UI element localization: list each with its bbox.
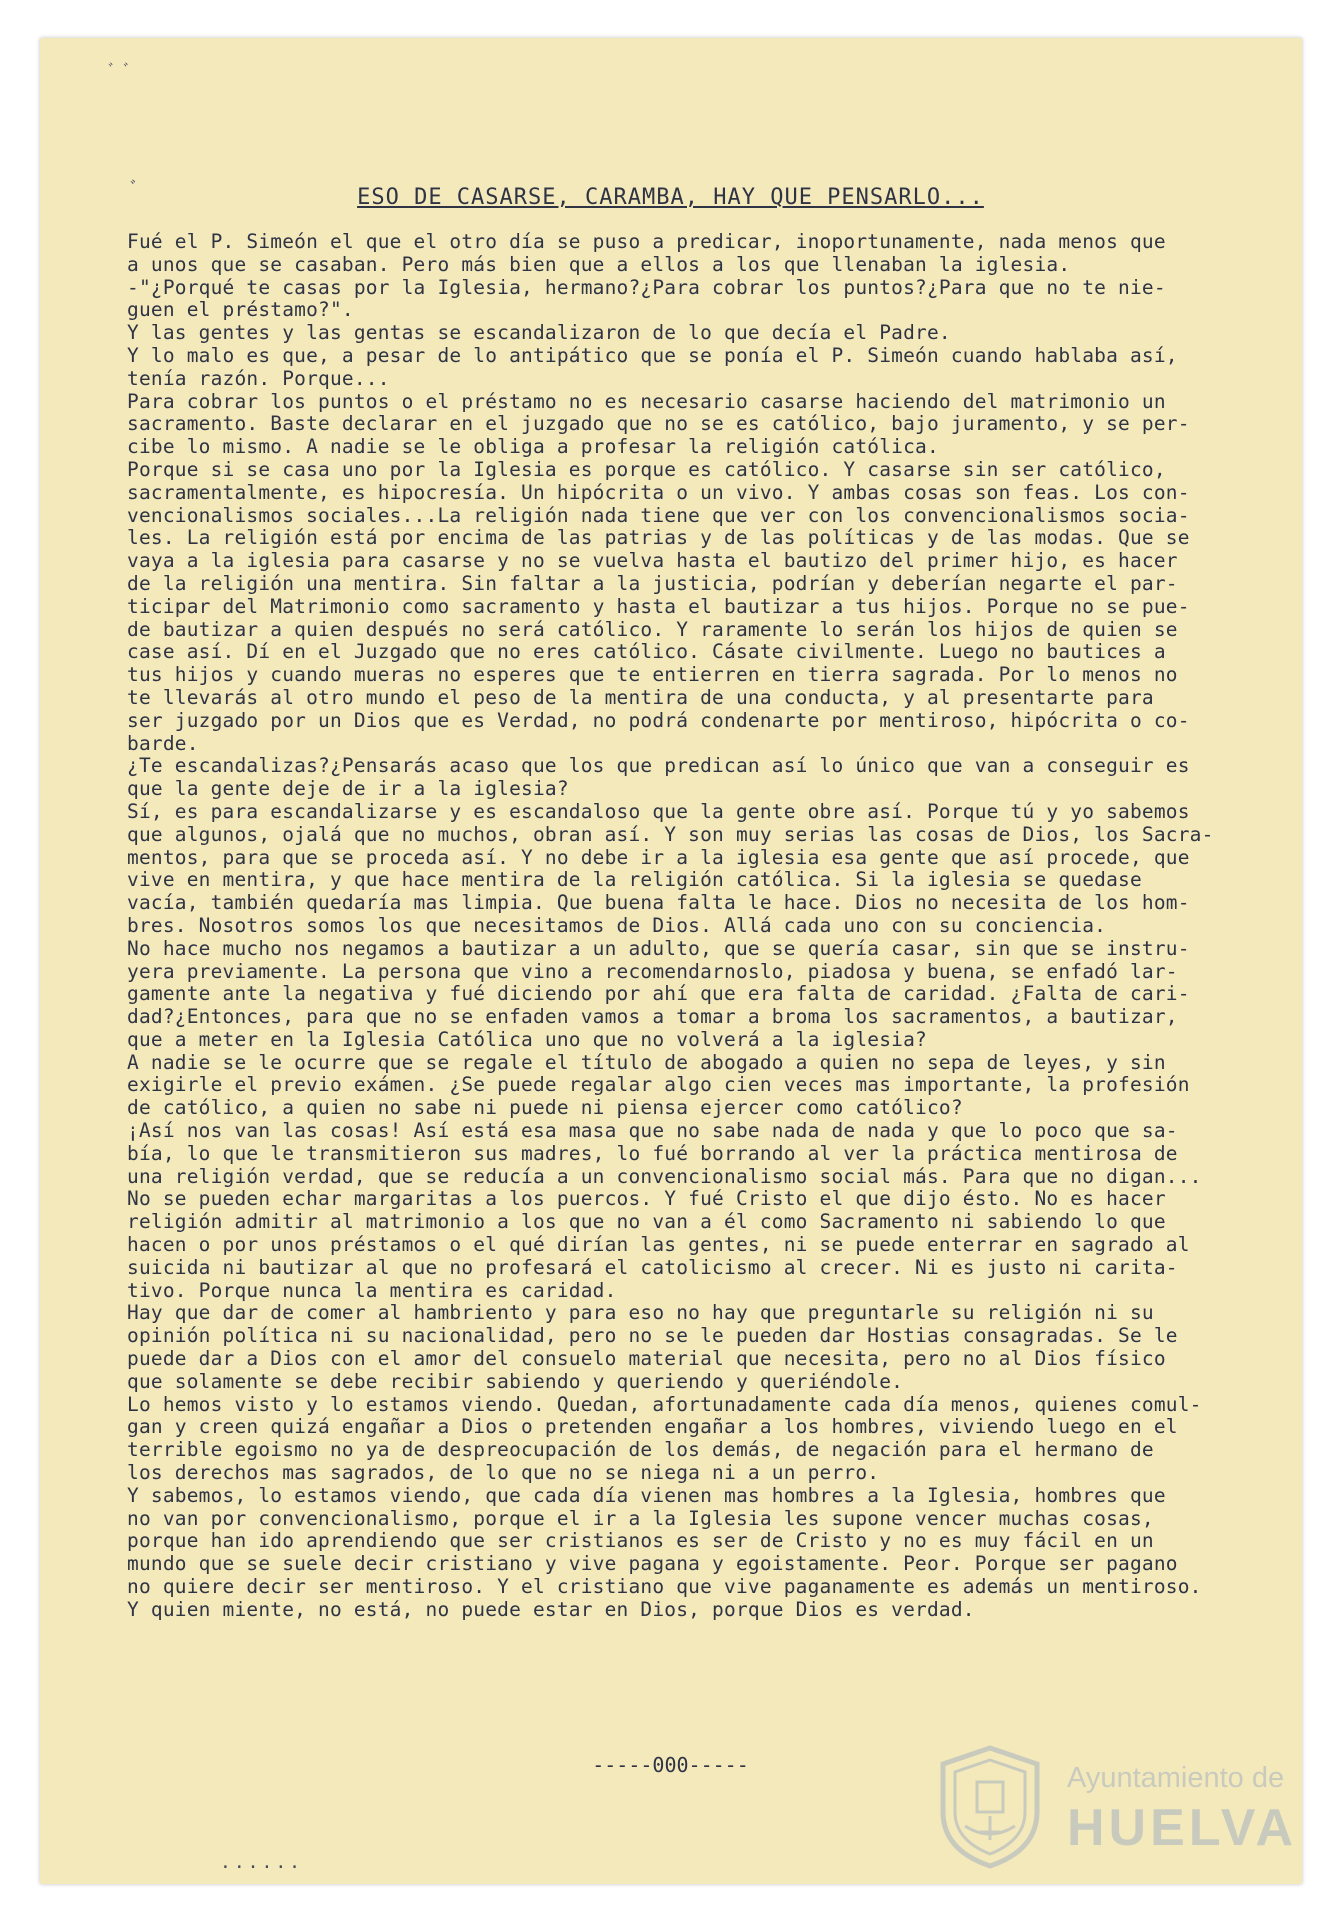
text-line: no quiere decir ser mentiroso. Y el cristiano que vive paganamente es además un mentiroso.	[127, 1575, 1202, 1599]
text-line: de católico, a quien no sabe ni puede ni piensa ejercer como católico?	[127, 1096, 963, 1120]
text-line: que algunos, ojalá que no muchos, obran así. Y son muy serias las cosas de Dios, los Sacra-	[127, 822, 1214, 846]
text-line: Y sabemos, lo estamos viendo, que cada día vienen mas hombres a la Iglesia, hombres que	[127, 1483, 1166, 1507]
text-line: No se pueden echar margaritas a los puercos. Y fué Cristo el que dijo ésto. No es hacer	[127, 1187, 1166, 1211]
text-line: les. La religión está por encima de las patrias y de las políticas y de las modas. Que se	[127, 526, 1190, 550]
text-line: suicida ni bautizar al que no profesará el catolicismo al crecer. Ni es justo ni carita-	[127, 1255, 1178, 1279]
text-line: opinión política ni su nacionalidad, pero no se le pueden dar Hostias consagradas. Se le	[127, 1324, 1178, 1348]
text-line: terrible egoismo no ya de despreocupación de los demás, de negación para el hermano de	[127, 1438, 1154, 1462]
text-line: dad?¿Entonces, para que no se enfaden vamos a tomar a broma los sacramentos, a bautizar,	[127, 1005, 1178, 1029]
text-line: de la religión una mentira. Sin faltar a la justicia, podrían y deberían negarte el par-	[127, 571, 1178, 595]
text-line: no van por convencionalismo, porque el ir a la Iglesia les supone vencer muchas cosas,	[127, 1506, 1154, 1530]
side-mark: ﾞ	[130, 179, 139, 200]
text-line: puede dar a Dios con el amor del consuelo material que necesita, pero no al Dios físico	[127, 1347, 1166, 1371]
text-line: vaya a la iglesia para casarse y no se vuelva hasta el bautizo del primer hijo, es hacer	[127, 549, 1178, 573]
document-footer: -----000-----	[592, 1753, 749, 1777]
text-line: mentos, para que se proceda así. Y no debe ir a la iglesia esa gente que así procede, que	[127, 845, 1190, 869]
watermark	[925, 1742, 1298, 1872]
coat-of-arms-icon	[925, 1742, 1055, 1872]
text-line: cibe lo mismo. A nadie se le obliga a profesar la religión católica.	[127, 435, 939, 459]
text-line: Hay que dar de comer al hambriento y para eso no hay que preguntarle su religión ni su	[127, 1301, 1154, 1325]
text-line: yera previamente. La persona que vino a recomendarnoslo, piadosa y buena, se enfadó lar-	[127, 959, 1178, 983]
watermark-line2: HUELVA	[1067, 1799, 1298, 1857]
text-line: Fué el P. Simeón el que el otro día se puso a predicar, inoportunamente, nada menos que	[127, 230, 1166, 253]
text-line: guen el préstamo?".	[127, 298, 354, 322]
text-line: ticipar del Matrimonio como sacramento y hasta el bautizar a tus hijos. Porque no se pue-	[127, 594, 1190, 618]
text-line: Y lo malo es que, a pesar de lo antipático que se ponía el P. Simeón cuando hablaba así,	[127, 343, 1178, 367]
text-line: que a meter en la Iglesia Católica uno que no volverá a la iglesia?	[127, 1027, 927, 1051]
text-line: mundo que se suele decir cristiano y vive pagana y egoistamente. Peor. Porque ser pagano	[127, 1552, 1178, 1576]
text-line: A nadie se le ocurre que se regale el título de abogado a quien no sepa de leyes, y sin	[127, 1050, 1166, 1074]
text-line: gan y creen quizá engañar a Dios o pretenden engañar a los hombres, viviendo luego en el	[127, 1415, 1178, 1439]
text-line: tus hijos y cuando mueras no esperes que te entierren en tierra sagrada. Por lo menos no	[127, 663, 1178, 687]
text-line: que la gente deje de ir a la iglesia?	[127, 777, 569, 801]
text-line: tenía razón. Porque...	[127, 366, 390, 390]
text-line: exigirle el previo exámen. ¿Se puede regalar algo cien veces mas importante, la profesión	[127, 1073, 1190, 1097]
text-line: te llevarás al otro mundo el peso de la mentira de una conducta, y al presentarte para	[127, 685, 1154, 709]
text-line: que solamente se debe recibir sabiendo y queriendo y queriéndole.	[127, 1369, 904, 1393]
text-line: vive en mentira, y que hace mentira de la religión católica. Si la iglesia se quedase	[127, 868, 1142, 892]
text-line: Y quien miente, no está, no puede estar en Dios, porque Dios es verdad.	[127, 1597, 975, 1621]
text-line: Y las gentes y las gentas se escandalizaron de lo que decía el Padre.	[127, 321, 951, 345]
text-line: ser juzgado por un Dios que es Verdad, no podrá condenarte por mentiroso, hipócrita o co-	[127, 708, 1190, 732]
text-line: tivo. Porque nunca la mentira es caridad.	[127, 1278, 617, 1302]
text-line: hacen o por unos préstamos o el qué dirían las gentes, ni se puede enterrar en sagrado al	[127, 1233, 1190, 1257]
watermark-line1: Ayuntamiento de	[1067, 1762, 1285, 1794]
text-line: sacramentalmente, es hipocresía. Un hipócrita o un vivo. Y ambas cosas son feas. Los con-	[127, 480, 1190, 504]
text-line: una religión verdad, que se reducía a un convencionalismo social más. Para que no digan...	[127, 1164, 1202, 1188]
text-line: Para cobrar los puntos o el préstamo no es necesario casarse haciendo del matrimonio un	[127, 389, 1166, 413]
text-line: case así. Dí en el Juzgado que no eres católico. Cásate civilmente. Luego no bautices a	[127, 640, 1166, 664]
document-title: ESO DE CASARSE, CARAMBA, HAY QUE PENSARLO...	[357, 185, 984, 210]
text-line: gamente ante la negativa y fué diciendo por ahí que era falta de caridad. ¿Falta de cari-	[127, 982, 1190, 1006]
text-line: Lo hemos visto y lo estamos viendo. Quedan, afortunadamente cada día menos, quienes comul-	[127, 1392, 1202, 1416]
text-line: ¿Te escandalizas?¿Pensarás acaso que los que predican así lo único que van a conseguir es	[127, 754, 1190, 778]
text-line: Sí, es para escandalizarse y es escandaloso que la gente obre así. Porque tú y yo sabemos	[127, 799, 1190, 823]
text-line: bres. Nosotros somos los que necesitamos de Dios. Allá cada uno con su conciencia.	[127, 913, 1107, 937]
text-line: vencionalismos sociales...La religión nada tiene que ver con los convencionalismos socia-	[127, 503, 1190, 527]
bottom-dots: ......	[220, 1852, 304, 1873]
text-line: Porque si se casa uno por la Iglesia es porque es católico. Y casarse sin ser católico,	[127, 457, 1166, 481]
text-line: de bautizar a quien después no será católico. Y raramente lo serán los hijos de quien se	[127, 617, 1178, 641]
text-line: barde.	[127, 731, 199, 755]
text-line: -"¿Porqué te casas por la Iglesia, hermano?¿Para cobrar los puntos?¿Para que no te nie-	[127, 275, 1166, 299]
document-body	[127, 231, 1227, 1622]
text-line: No hace mucho nos negamos a bautizar a un adulto, que se quería casar, sin que se instru-	[127, 936, 1190, 960]
text-line: a unos que se casaban. Pero más bien que a ellos a los que llenaban la iglesia.	[127, 252, 1071, 276]
text-line: ¡Así nos van las cosas! Así está esa masa que no sabe nada de nada y que lo poco que sa-	[127, 1119, 1178, 1143]
text-line: vacía, también quedaría mas limpia. Que buena falta le hace. Dios no necesita de los hom-	[127, 891, 1190, 915]
corner-mark: ﾞ ﾞ	[108, 61, 135, 80]
text-line: religión admitir al matrimonio a los que no van a él como Sacramento ni sabiendo lo que	[127, 1210, 1166, 1234]
text-line: sacramento. Baste declarar en el juzgado que no se es católico, bajo juramento, y se per-	[127, 412, 1190, 436]
text-line: porque han ido aprendiendo que ser cristianos es ser de Cristo y no es muy fácil en un	[127, 1529, 1154, 1553]
text-line: los derechos mas sagrados, de lo que no se niega ni a un perro.	[127, 1461, 880, 1485]
text-line: bía, lo que le transmitieron sus madres, lo fué borrando al ver la práctica mentirosa de	[127, 1141, 1178, 1165]
